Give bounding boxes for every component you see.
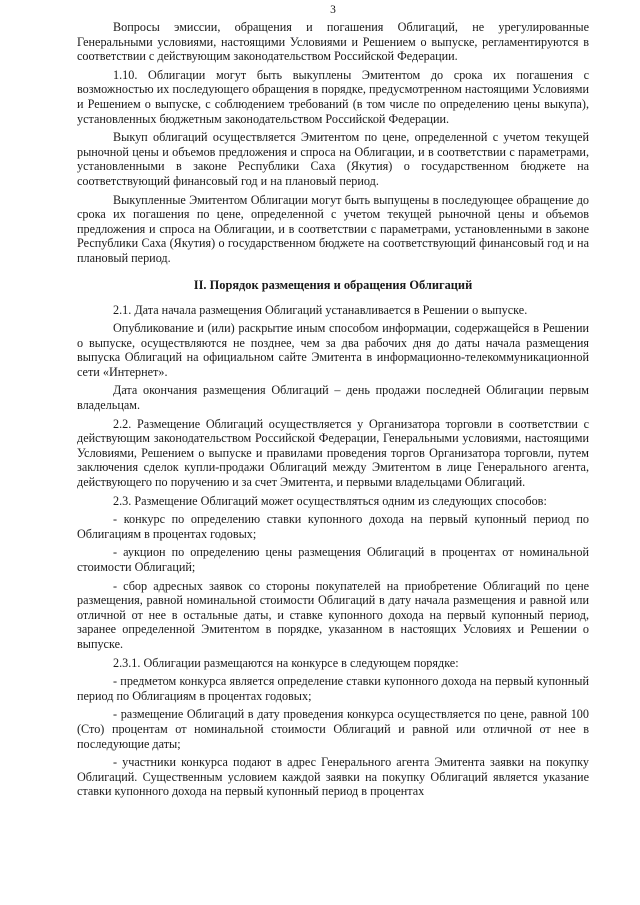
- list-item: - аукцион по определению цены размещения Облигаций в процентах от номинальной стоимости Облигаций;: [77, 545, 589, 574]
- paragraph: Выкупленные Эмитентом Облигации могут быть выпущены в последующее обращение до срока их погашения по цене, определенной с учетом текущей рыночной цены и объемов предложения и спроса на Облигации, и в соответствии с параметрами, установленными в законе Республики Саха (Якутия) о государственном бюджете на соответствующий финансовый год и на плановый период.: [77, 192, 589, 265]
- paragraph: 2.3. Размещение Облигаций может осуществляться одним из следующих способов:: [113, 493, 547, 508]
- paragraph: Дата окончания размещения Облигаций – день продажи последней Облигации первым владельцам.: [77, 383, 589, 413]
- paragraph: Выкуп облигаций осуществляется Эмитентом по цене, определенной с учетом текущей рыночной цены и объемов предложения и спроса на Облигации, и в соответствии с параметрами, установленными в законе Республики Саха (Якутия) о государственном бюджете на соответствующий финансовый год и на плановый период.: [77, 130, 589, 188]
- paragraph: 1.10. Облигации могут быть выкуплены Эмитентом до срока их погашения с возможностью их последующего обращения в порядке, предусмотренном настоящими Условиями и Решением о выпуске, с соблюдением требований (в том числе по определению цены выкупа), установленных бюджетным законодательством Российской Федерации.: [77, 67, 589, 126]
- list-item: - конкурс по определению ставки купонного дохода на первый купонный период по Облигациям в процентах годовых;: [77, 512, 589, 541]
- document-page: [77, 0, 589, 905]
- paragraph: 2.2. Размещение Облигаций осуществляется у Организатора торговли в соответствии с действующим законодательством Российской Федерации, Генеральными условиями, настоящими Условиями, Решением о выпуске и правилами проведения торгов Организатора торговли, путем заключения сделок купли-продажи Облигаций между Эмитентом в лице Генерального агента, действующего по поручению и за счет Эмитента, и первыми владельцами Облигаций.: [77, 416, 589, 490]
- section-title: II. Порядок размещения и обращения Облигаций: [193, 277, 473, 292]
- list-item: - сбор адресных заявок со стороны покупателей на приобретение Облигаций по цене размещения, равной номинальной стоимости Облигаций в дату начала размещения и равной или отличной от нее в остальные даты, и ставке купонного дохода на первый купонный период, заранее определенной Эмитентом в порядке, указанном в настоящих Условиях и Решении о выпуске.: [77, 578, 589, 651]
- paragraph: 2.1. Дата начала размещения Облигаций устанавливается в Решении о выпуске.: [113, 302, 528, 317]
- list-item: - предметом конкурса является определение ставки купонного дохода на первый купонный период по Облигациям в процентах годовых;: [77, 674, 589, 703]
- list-item: - участники конкурса подают в адрес Генерального агента Эмитента заявки на покупку Облигаций. Существенным условием каждой заявки на покупку Облигаций является указание ставки купонного дохода на первый купонный период в процентах: [77, 755, 589, 799]
- list-item: - размещение Облигаций в дату проведения конкурса осуществляется по цене, равной 100 (Сто) процентам от номинальной стоимости Облигаций и равной или отличной от нее в последующие даты;: [77, 707, 589, 751]
- document-body: [77, 20, 589, 803]
- paragraph: Опубликование и (или) раскрытие иным способом информации, содержащейся в Решении о выпуске, осуществляются не позднее, чем за два рабочих дня до даты начала размещения выпуска Облигаций на официальном сайте Эмитента в информационно-телекоммуникационной сети «Интернет».: [77, 321, 589, 379]
- paragraph: 2.3.1. Облигации размещаются на конкурсе в следующем порядке:: [113, 655, 459, 670]
- paragraph: Вопросы эмиссии, обращения и погашения Облигаций, не урегулированные Генеральными условиями, настоящими Условиями и Решением о выпуске, регламентируются в соответствии с действующим законодательством Российской Федерации.: [77, 20, 589, 64]
- page-number: 3: [330, 4, 336, 16]
